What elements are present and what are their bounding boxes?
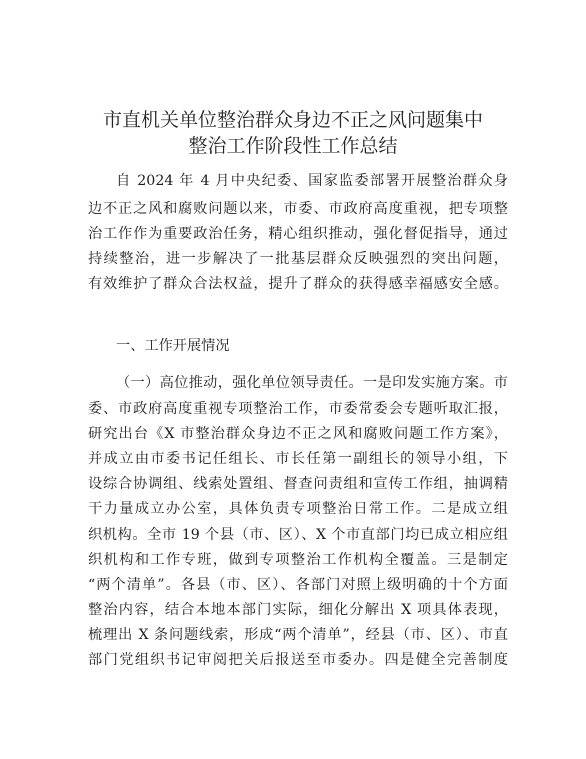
- intro-line-1: 自 2024 年 4 月中央纪委、国家监委部署开展整治群众身: [116, 173, 508, 189]
- body-line-12: 部门党组织书记审阅把关后报送至市委办。四是健全完善制度: [88, 652, 508, 668]
- body-line-5: 设综合协调组、线索处置组、督查问责组和宣传工作组，抽调精: [88, 476, 508, 492]
- body-line-3: 研究出台《X 市整治群众身边不正之风和腐败问题工作方案》，: [88, 426, 508, 442]
- intro-line-4: 持续整治，进一步解决了一批基层群众反映强烈的突出问题，: [88, 251, 508, 267]
- document-title-line-1: 市直机关单位整治群众身边不正之风问题集中: [102, 109, 483, 131]
- body-line-10: 整治内容，结合本地本部门实际，细化分解出 X 项具体表现，: [88, 602, 508, 618]
- intro-line-3: 治工作作为重要政治任务，精心组织推动，强化督促指导，通过: [88, 226, 508, 242]
- section-heading: 一、工作开展情况: [116, 338, 230, 354]
- intro-line-5: 有效维护了群众合法权益，提升了群众的获得感幸福感安全感。: [88, 276, 508, 292]
- body-line-8: 织机构和工作专班，做到专项整治工作机构全覆盖。三是制定: [88, 552, 508, 568]
- body-line-2: 委、市政府高度重视专项整治工作，市委常委会专题听取汇报，: [88, 401, 508, 417]
- body-line-6: 干力量成立办公室，具体负责专项整治日常工作。二是成立组: [88, 501, 508, 517]
- body-line-1: （一）高位推动，强化单位领导责任。一是印发实施方案。市: [116, 375, 508, 391]
- intro-line-2: 边不正之风和腐败问题以来，市委、市政府高度重视，把专项整: [88, 201, 508, 217]
- body-line-9: “两个清单”。各县（市、区）、各部门对照上级明确的十个方面: [88, 577, 508, 593]
- body-line-11: 梳理出 X 条问题线索，形成“两个清单”，经县（市、区）、市直: [88, 627, 508, 643]
- body-line-4: 并成立由市委书记任组长、市长任第一副组长的领导小组，下: [88, 451, 508, 467]
- document-title-line-2: 整治工作阶段性工作总结: [188, 135, 398, 157]
- body-line-7: 织机构。全市 19 个县（市、区）、X 个市直部门均已成立相应组: [88, 527, 508, 543]
